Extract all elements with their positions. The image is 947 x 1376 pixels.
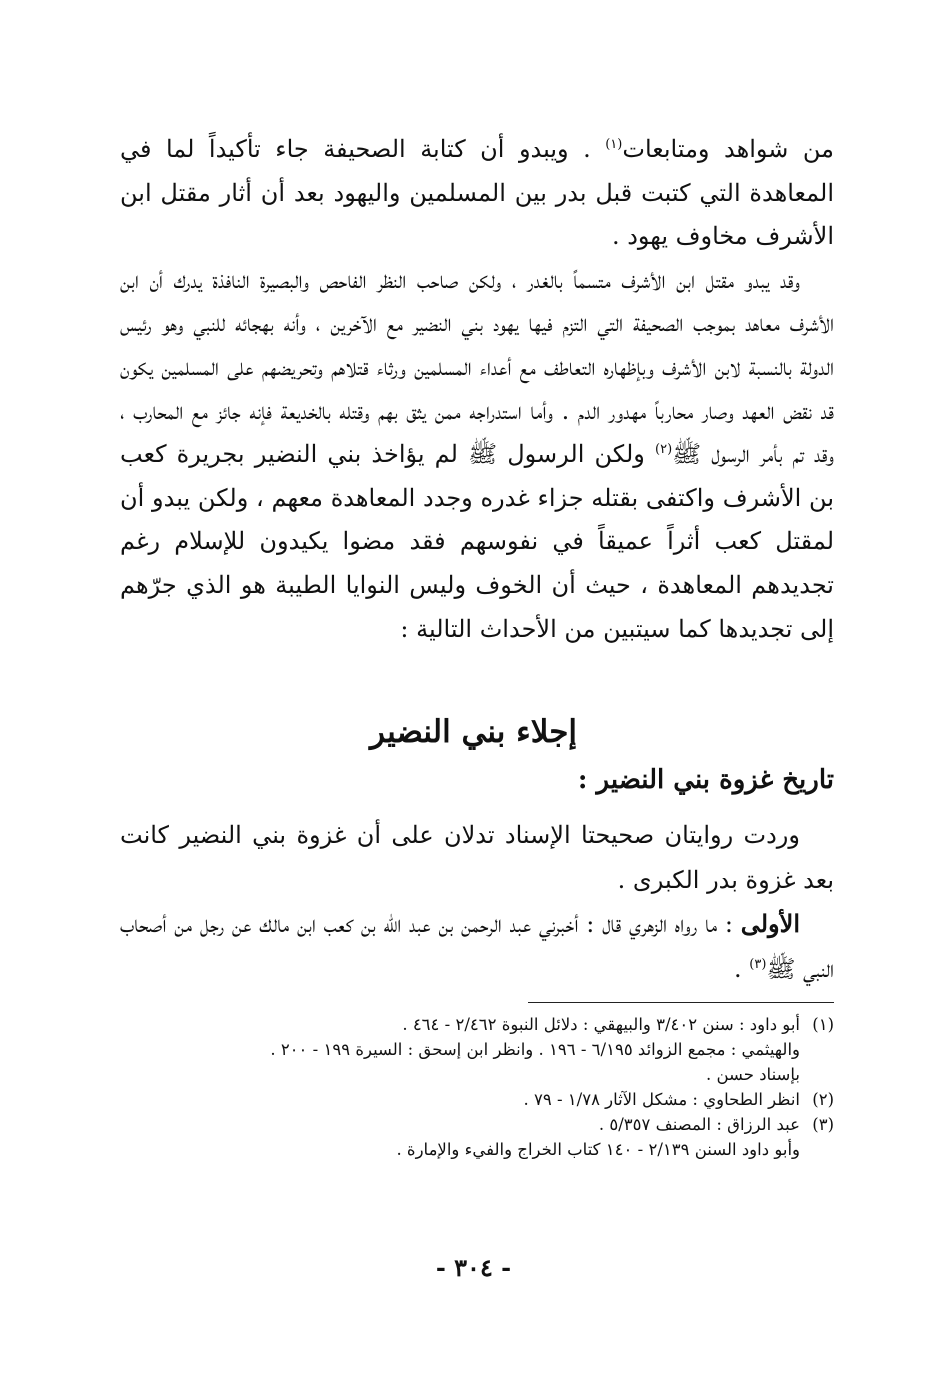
paragraph-4-text: : ما رواه الزهري قال : أخبرني عبد الرحمن بن عبد الله بن كعب ابن مالك عن رجل من أصحاب النبي ﷺ xyxy=(120,910,834,983)
footnote-3-text: عبد الرزاق : المصنف ٥/٣٥٧ . xyxy=(598,1115,800,1134)
paragraph-1-text-rest: . ويبدو أن كتابة الصحيفة جاء تأكيداً لما في المعاهدة التي كتبت قبل بدر بين المسلمين واليهود بعد أن أثار مقتل ابن الأشرف مخاوف يهود . xyxy=(120,135,834,251)
footnotes xyxy=(120,1012,834,1162)
main-text xyxy=(120,128,834,651)
footnote-2 xyxy=(120,1087,834,1112)
paragraph-4-end: . xyxy=(734,954,750,983)
paragraph-2-text: وقد يبدو مقتل ابن الأشرف متسماً بالغدر ، ولكن صاحب النظر الفاحص والبصيرة النافذة يدرك أن ابن الأشرف معاهد بموجب الصحيفة التي التزم فيها يهود بني النضير مع الآخرين ، وأنه بهجائه للنبي وهو رئيس الدولة بالنسبة لابن الأشرف وبإظهاره التعاطف مع أعداء المسلمين ورثاء قتلاهم وتحريضهم على المسلمين يكون قد نقض العهد وصار محارباً مهدور الدم . وأما استدراجه ممن يثق بهم وقتله بالخديعة فإنه جائز مع المحارب ، وقد تم بأمر الرسول ﷺ xyxy=(120,265,835,469)
footnote-1-continued: والهيثمي : مجمع الزوائد ٦/١٩٥ - ١٩٦ . وانظر ابن إسحق : السيرة ١٩٩ - ٢٠٠ . xyxy=(270,1040,800,1059)
footnote-3-continued: وأبو داود السنن ٢/١٣٩ - ١٤٠ كتاب الخراج والفيء والإمارة . xyxy=(396,1140,800,1159)
section-title: إجلاء بني النضير xyxy=(369,714,577,750)
footnote-2-number: (٢) xyxy=(812,1090,834,1109)
paragraph-3: وردت روايتان صحيحتا الإسناد تدلان على أن غزوة بني النضير كانت بعد غزوة بدر الكبرى . xyxy=(120,821,834,894)
footnote-separator xyxy=(528,1002,834,1003)
paragraph-2-text-rest: ولكن الرسول ﷺ لم يؤاخذ بني النضير بجريرة كعب بن الأشرف واكتفى بقتله جزاء غدره وجدد المعاهدة معهم ، ولكن يبدو أن لمقتل كعب أثراً عميقاً في نفوسهم فقد مضوا يكيدون للإسلام رغم تجديدهم المعاهدة ، حيث أن الخوف وليس النوايا الطيبة هو الذي جرّهم إلى تجديدها كما سيتبين من الأحداث التالية : xyxy=(120,440,835,643)
footnote-2-text: انظر الطحاوي : مشكل الآثار ١/٧٨ - ٧٩ . xyxy=(523,1090,800,1109)
footnote-3-number: (٣) xyxy=(812,1115,834,1134)
footnote-ref-2: (٢) xyxy=(655,442,673,458)
paragraph-1 xyxy=(120,128,834,259)
footnote-1-continued-2: بإسناد حسن . xyxy=(705,1065,800,1084)
paragraph-4 xyxy=(120,902,834,991)
footnote-1-text: أبو داود : سنن ٣/٤٠٢ والبيهقي : دلائل النبوة ٢/٤٦٢ - ٤٦٤ . xyxy=(402,1015,800,1034)
footnote-1 xyxy=(120,1012,834,1037)
section-body xyxy=(120,813,834,991)
first-narration-label: الأولى xyxy=(740,909,800,938)
footnote-3 xyxy=(120,1112,834,1137)
paragraph-2 xyxy=(120,259,834,651)
footnote-1-number: (١) xyxy=(812,1015,834,1034)
footnote-ref-3: (٣) xyxy=(749,956,767,972)
paragraph-1-text: من شواهد ومتابعات xyxy=(622,135,834,163)
footnote-ref-1: (١) xyxy=(605,137,623,152)
page-number: - ٣٠٤ - xyxy=(435,1253,512,1282)
subheading: تاريخ غزوة بني النضير : xyxy=(577,765,834,795)
